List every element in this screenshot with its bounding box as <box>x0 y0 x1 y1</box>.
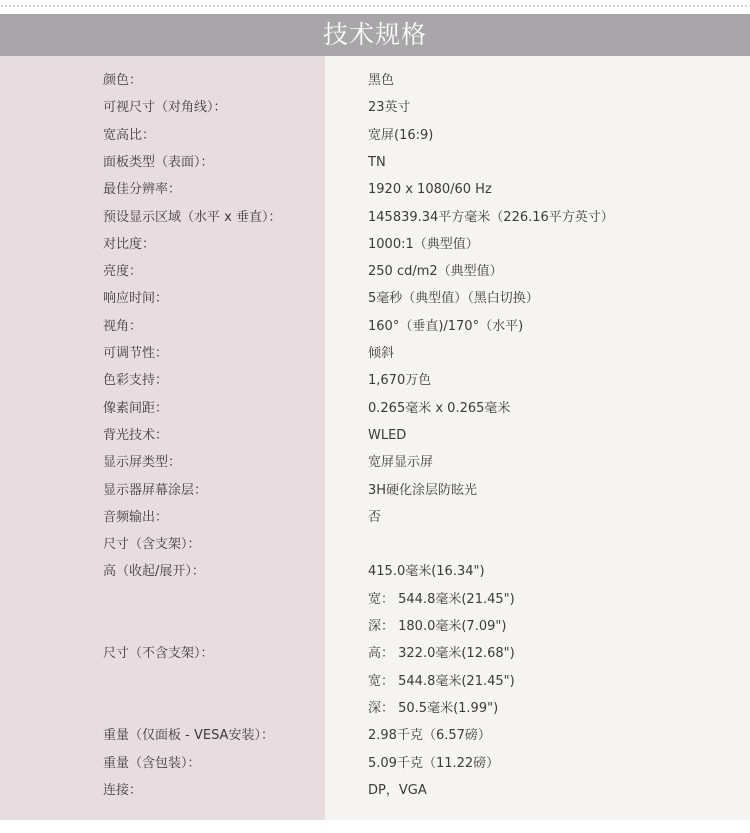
spec-label: 音频输出： <box>103 509 169 525</box>
spec-label: 尺寸（不含支架）： <box>103 646 214 662</box>
spec-row <box>0 613 750 640</box>
spec-label: 重量（含包装）： <box>103 755 201 771</box>
spec-label: 高（收起/展开）： <box>103 564 205 580</box>
spec-row <box>0 67 750 94</box>
spec-label: 色彩支持： <box>103 373 169 389</box>
spec-row <box>0 750 750 777</box>
spec-label: 背光技术： <box>103 427 169 443</box>
spec-value: 1000:1（典型值） <box>368 236 479 252</box>
spec-row <box>0 340 750 367</box>
spec-value: 深： 50.5毫米(1.99") <box>368 700 499 716</box>
spec-value: 否 <box>368 509 382 525</box>
spec-value: 160°（垂直)/170°（水平) <box>368 318 524 334</box>
spec-value: 宽： 544.8毫米(21.45") <box>368 673 515 689</box>
spec-value: 415.0毫米(16.34") <box>368 564 485 580</box>
spec-row <box>0 449 750 476</box>
spec-value: 倾斜 <box>368 346 395 361</box>
page-title: 技术规格 <box>322 20 427 49</box>
spec-value: 2.98千克（6.57磅） <box>368 728 491 744</box>
spec-label: 对比度： <box>103 236 156 252</box>
spec-label: 预设显示区域（水平 x 垂直）： <box>103 209 282 225</box>
spec-row <box>0 504 750 531</box>
spec-value: 5.09千克（11.22磅） <box>368 755 500 771</box>
spec-row <box>0 668 750 695</box>
spec-row <box>0 204 750 231</box>
spec-label: 连接： <box>103 782 143 798</box>
spec-row <box>0 558 750 585</box>
spec-value: 145839.34平方毫米（226.16平方英寸） <box>368 209 614 225</box>
spec-value: 5毫秒（典型值）（黑白切换） <box>368 291 539 307</box>
spec-value: 250 cd/m2（典型值） <box>368 264 503 280</box>
spec-value: 宽屏显示屏 <box>368 455 434 471</box>
spec-row <box>0 531 750 558</box>
spec-row <box>0 395 750 422</box>
spec-value: 0.265毫米 x 0.265毫米 <box>368 400 511 416</box>
spec-value: TN <box>368 154 386 170</box>
spec-value: 宽： 544.8毫米(21.45") <box>368 591 515 607</box>
spec-value: 3H硬化涂层防眩光 <box>368 482 478 498</box>
spec-label: 面板类型（表面）： <box>103 154 214 170</box>
spec-value: 1920 x 1080/60 Hz <box>368 182 492 198</box>
spec-label: 视角： <box>103 318 143 334</box>
spec-row <box>0 477 750 504</box>
spec-row <box>0 285 750 312</box>
spec-label: 宽高比： <box>103 127 156 143</box>
spec-label: 可视尺寸（对角线）： <box>103 100 227 116</box>
spec-label: 响应时间： <box>103 291 169 307</box>
spec-row <box>0 777 750 804</box>
spec-row <box>0 231 750 258</box>
spec-row <box>0 695 750 722</box>
top-dotted-border <box>0 0 750 12</box>
spec-label: 最佳分辨率： <box>103 182 182 198</box>
spec-value: 深： 180.0毫米(7.09") <box>368 619 507 634</box>
spec-row <box>0 422 750 449</box>
spec-row <box>0 367 750 394</box>
spec-row <box>0 176 750 203</box>
spec-row <box>0 122 750 149</box>
spec-value: 宽屏(16:9) <box>368 127 434 143</box>
spec-label: 重量（仅面板 - VESA安装）： <box>103 728 274 744</box>
spec-row <box>0 313 750 340</box>
spec-row <box>0 258 750 285</box>
spec-row <box>0 586 750 613</box>
bottom-border <box>0 820 750 833</box>
spec-row <box>0 94 750 121</box>
spec-label: 尺寸（含支架）： <box>103 537 201 553</box>
spec-value: 1,670万色 <box>368 373 432 389</box>
spec-row <box>0 722 750 749</box>
spec-row <box>0 149 750 176</box>
spec-value: 高： 322.0毫米(12.68") <box>368 646 515 662</box>
spec-label: 显示器屏幕涂层： <box>103 482 208 498</box>
spec-value: DP，VGA <box>368 782 427 798</box>
spec-value: 黑色 <box>368 73 395 88</box>
spec-label: 显示屏类型： <box>103 455 182 471</box>
spec-label: 亮度： <box>103 264 143 280</box>
spec-value: 23英寸 <box>368 100 411 116</box>
spec-label: 可调节性： <box>103 346 169 361</box>
spec-row <box>0 640 750 667</box>
spec-label: 像素间距： <box>103 400 169 416</box>
spec-label: 颜色： <box>103 73 143 88</box>
spec-value: WLED <box>368 427 407 443</box>
